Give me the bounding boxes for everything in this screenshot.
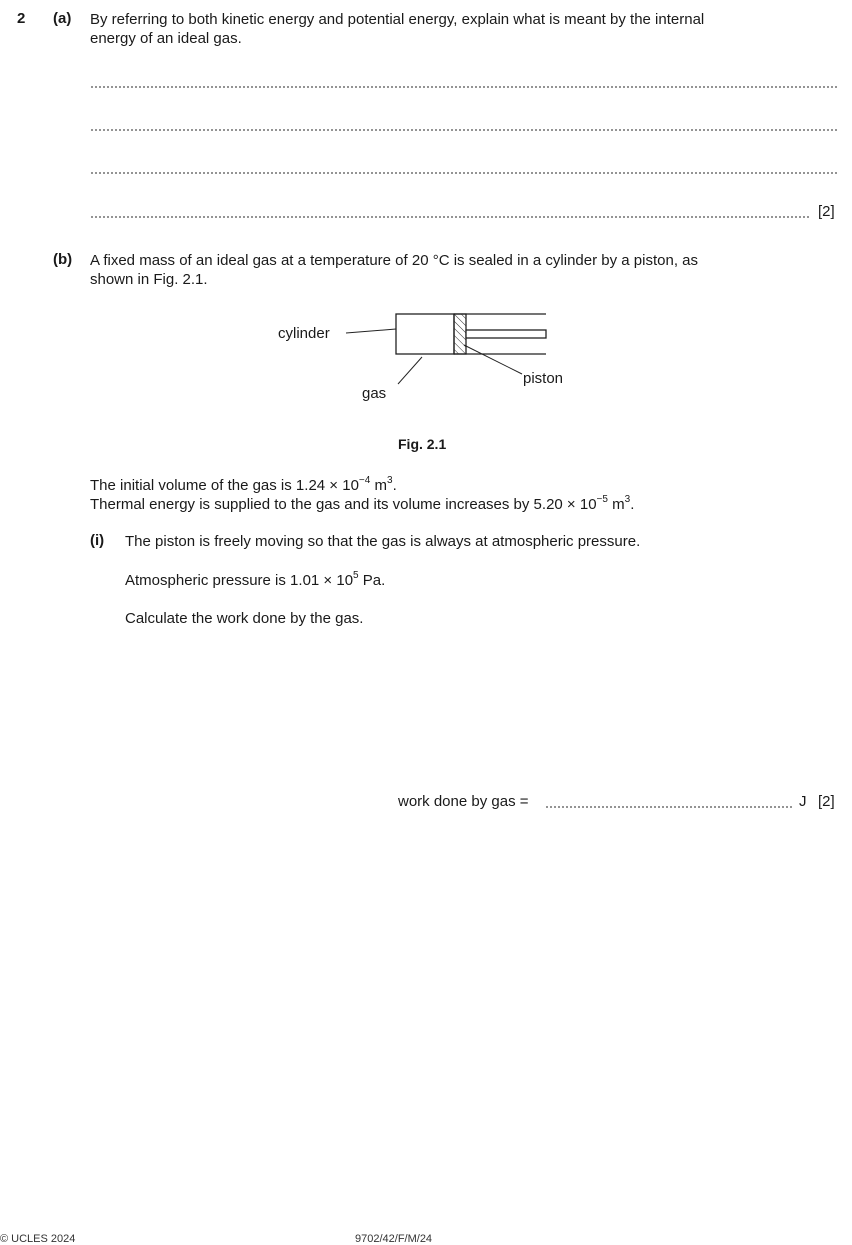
part-b-question <box>90 251 840 289</box>
gas-leader <box>398 357 422 384</box>
part-a-text-line2: energy of an ideal gas. <box>90 30 242 47</box>
answer-line-1[interactable] <box>90 86 838 88</box>
answer-line-2[interactable] <box>90 129 838 131</box>
piston-label: piston <box>523 370 564 387</box>
instruction-line: Calculate the work done by the gas. <box>125 610 364 627</box>
volume-info <box>90 476 840 514</box>
piston-shape <box>454 314 466 354</box>
piston-rod <box>466 330 546 338</box>
part-b-i-marks: [2] <box>818 793 835 810</box>
part-a-label: (a) <box>53 10 72 27</box>
part-b-label: (b) <box>53 251 73 268</box>
answer-label: work done by gas = <box>398 793 529 810</box>
cylinder-shape <box>396 314 454 354</box>
work-done-answer-field[interactable] <box>545 806 793 808</box>
part-b-i-line1: The piston is freely moving so that the gas is always at atmospheric pressure. <box>125 533 641 550</box>
answer-line-4[interactable] <box>90 216 811 218</box>
part-b-text-line1: A fixed mass of an ideal gas at a temperature of 20 °C is sealed in a cylinder by a piston, as <box>90 252 698 269</box>
part-b-i-label: (i) <box>90 532 105 549</box>
thermal-energy-line: Thermal energy is supplied to the gas and its volume increases by $5.20 \times 10^{-5}$ $m^3$. <box>90 494 635 513</box>
cylinder-piston-diagram <box>270 300 590 410</box>
footer-copyright: © UCLES 2024 <box>0 1233 76 1245</box>
cylinder-leader <box>346 329 396 333</box>
part-a-text-line1: By referring to both kinetic energy and potential energy, explain what is meant by the internal <box>90 11 705 28</box>
pressure-line: Atmospheric pressure is $1.01 \times 10^5$ Pa. <box>125 570 386 589</box>
part-b-text-line2: shown in Fig. 2.1. <box>90 271 208 288</box>
answer-line-3[interactable] <box>90 172 838 174</box>
answer-unit: J <box>799 793 807 810</box>
gas-label: gas <box>362 385 387 402</box>
cylinder-label: cylinder <box>278 325 330 342</box>
figure-caption: Fig. 2.1 <box>398 436 447 452</box>
part-a-question <box>90 10 840 48</box>
piston-leader <box>464 345 522 374</box>
part-a-marks: [2] <box>818 203 835 220</box>
initial-volume-line: The initial volume of the gas is $1.24 \times 10^{-4}$ $m^3$. <box>90 475 397 494</box>
footer-code: 9702/42/F/M/24 <box>355 1233 433 1245</box>
question-number: 2 <box>17 10 26 27</box>
